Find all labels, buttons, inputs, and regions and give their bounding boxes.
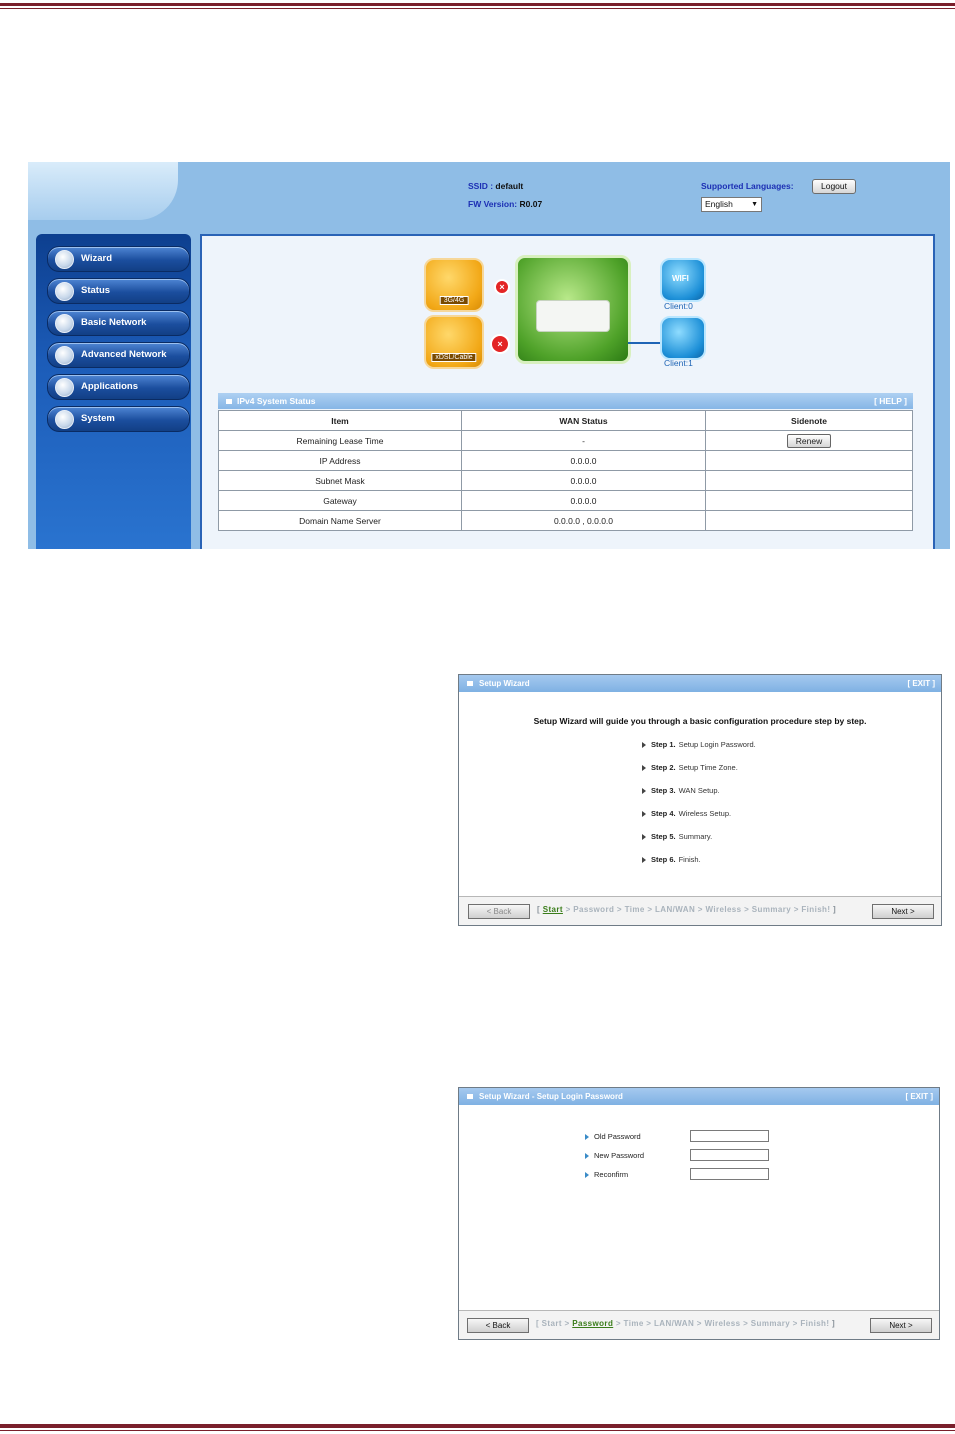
bullet-arrow-icon: [585, 1172, 589, 1178]
status-panel-header: [218, 393, 913, 409]
footer-rule-thin: [0, 1430, 955, 1431]
bullet-arrow-icon: [642, 765, 646, 771]
step-number: Step 3.: [651, 786, 676, 795]
menu-item-system[interactable]: [47, 406, 190, 432]
row-item: Gateway: [219, 491, 462, 511]
menu-item-wizard[interactable]: [47, 246, 190, 272]
wan-xdsl-caption: xDSL/Cable: [431, 353, 476, 362]
wizard-footer: [459, 1310, 939, 1339]
menu-label: Applications: [81, 381, 139, 392]
wifi-caption: WIFI: [672, 274, 689, 283]
breadcrumb-bracket: ]: [833, 905, 837, 914]
row-value: 0.0.0.0: [462, 471, 706, 491]
wizard-title: Setup Wizard - Setup Login Password: [479, 1092, 623, 1101]
ssid-label: SSID :: [468, 181, 494, 191]
back-button[interactable]: < Back: [467, 1318, 529, 1333]
help-link[interactable]: [ HELP ]: [874, 396, 907, 406]
disconnected-icon: ×: [490, 334, 510, 354]
step-number: Step 5.: [651, 832, 676, 841]
step-description: Wireless Setup.: [678, 809, 732, 818]
bullet-arrow-icon: [642, 834, 646, 840]
fw-label: FW Version:: [468, 199, 518, 209]
table-row: [219, 491, 913, 511]
row-item: Domain Name Server: [219, 511, 462, 531]
wizard-step: [642, 786, 720, 795]
globe-icon: [55, 314, 74, 333]
lan-client-icon: [660, 316, 706, 360]
bullet-arrow-icon: [642, 742, 646, 748]
row-note: [706, 451, 913, 471]
row-value: -: [462, 431, 706, 451]
row-item: Subnet Mask: [219, 471, 462, 491]
row-value: 0.0.0.0: [462, 491, 706, 511]
bullet-arrow-icon: [585, 1134, 589, 1140]
bullet-arrow-icon: [642, 811, 646, 817]
footer-rule-thick: [0, 1424, 955, 1428]
router-device-shape: [536, 300, 610, 332]
breadcrumb-steps: > Password > Time > LAN/WAN > Wireless > Summary > Finish!: [565, 905, 831, 914]
step-description: WAN Setup.: [678, 786, 720, 795]
row-note: [706, 471, 913, 491]
lan-link-line: [628, 342, 660, 344]
wand-icon: [55, 250, 74, 269]
wizard-breadcrumb: [536, 1319, 835, 1328]
brand-area: [28, 162, 178, 220]
new-password-label: New Password: [594, 1151, 645, 1160]
menu-label: Status: [81, 285, 111, 296]
fw-value: R0.07: [519, 199, 543, 209]
exit-link[interactable]: [ EXIT ]: [905, 1092, 933, 1101]
reconfirm-input[interactable]: [690, 1168, 769, 1180]
breadcrumb-steps: [ Start >: [536, 1319, 570, 1328]
step-description: Setup Login Password.: [678, 740, 756, 749]
apps-icon: [55, 378, 74, 397]
chevron-down-icon: ▼: [751, 201, 758, 208]
row-item: IP Address: [219, 451, 462, 471]
old-password-label: Old Password: [594, 1132, 641, 1141]
new-password-input[interactable]: [690, 1149, 769, 1161]
menu-label: Basic Network: [81, 317, 147, 328]
menu-item-status[interactable]: [47, 278, 190, 304]
reconfirm-row: [585, 1170, 628, 1179]
column-header: Sidenote: [706, 411, 913, 431]
wizard-step: [642, 809, 731, 818]
menu-item-advanced-network[interactable]: [47, 342, 190, 368]
setup-login-password-panel: [458, 1087, 940, 1340]
row-value: 0.0.0.0: [462, 451, 706, 471]
panel-icon: [467, 1094, 473, 1099]
router-icon: [515, 255, 631, 364]
fw-line: [468, 199, 542, 209]
row-note: [706, 511, 913, 531]
step-description: Setup Time Zone.: [678, 763, 738, 772]
logout-button[interactable]: Logout: [812, 179, 856, 194]
wizard-title-bar: [459, 675, 941, 692]
ssid-line: [468, 181, 523, 191]
back-button[interactable]: < Back: [468, 904, 530, 919]
row-value: 0.0.0.0 , 0.0.0.0: [462, 511, 706, 531]
bullet-arrow-icon: [642, 857, 646, 863]
old-password-input[interactable]: [690, 1130, 769, 1142]
tools-icon: [55, 346, 74, 365]
languages-label: Supported Languages:: [701, 181, 794, 191]
next-button[interactable]: Next >: [872, 904, 934, 919]
status-panel-title: IPv4 System Status: [237, 396, 316, 406]
column-header: WAN Status: [462, 411, 706, 431]
lan-client-count: Client:1: [664, 358, 693, 368]
wan-3g4g-icon: [424, 258, 484, 312]
wan-3g4g-caption: 3G/4G: [440, 296, 469, 305]
row-note: [706, 491, 913, 511]
wizard-step: [642, 855, 701, 864]
wizard-footer: [459, 896, 941, 925]
wifi-client-count: Client:0: [664, 301, 693, 311]
wizard-step: [642, 740, 756, 749]
router-status-screenshot: [28, 162, 950, 549]
bullet-arrow-icon: [642, 788, 646, 794]
table-header-row: [219, 411, 913, 431]
menu-item-basic-network[interactable]: [47, 310, 190, 336]
panel-icon: [467, 681, 473, 686]
wizard-breadcrumb: [537, 905, 836, 914]
disconnected-icon: ×: [494, 279, 510, 295]
wifi-client-icon: [660, 258, 706, 302]
menu-label: Advanced Network: [81, 349, 167, 360]
panel-icon: [226, 399, 232, 404]
table-row: [219, 451, 913, 471]
column-header: Item: [219, 411, 462, 431]
wizard-intro: Setup Wizard will guide you through a basic configuration procedure step by step.: [533, 716, 867, 726]
step-description: Finish.: [678, 855, 701, 864]
wizard-title-bar: [459, 1088, 939, 1105]
ssid-value: default: [495, 181, 524, 191]
old-password-row: [585, 1132, 641, 1141]
breadcrumb-current: Password: [572, 1319, 614, 1328]
status-table: [218, 410, 913, 531]
setup-wizard-panel: [458, 674, 942, 926]
step-description: Summary.: [678, 832, 713, 841]
wizard-step: [642, 832, 712, 841]
row-note: [706, 431, 913, 451]
table-row: [219, 511, 913, 531]
bullet-arrow-icon: [585, 1153, 589, 1159]
new-password-row: [585, 1151, 644, 1160]
header-rule-thin: [0, 8, 955, 9]
breadcrumb-bracket: ]: [832, 1319, 836, 1328]
menu-item-applications[interactable]: [47, 374, 190, 400]
language-selected: English: [705, 199, 733, 209]
header-rule-thick: [0, 3, 955, 6]
breadcrumb-bracket: [: [537, 905, 541, 914]
language-select[interactable]: [701, 197, 762, 212]
wizard-step: [642, 763, 738, 772]
breadcrumb-steps: > Time > LAN/WAN > Wireless > Summary > Finish!: [615, 1319, 830, 1328]
step-number: Step 2.: [651, 763, 676, 772]
step-number: Step 6.: [651, 855, 676, 864]
reconfirm-label: Reconfirm: [594, 1170, 629, 1179]
menu-label: Wizard: [81, 253, 113, 264]
table-row: [219, 431, 913, 451]
step-number: Step 4.: [651, 809, 676, 818]
next-button[interactable]: Next >: [870, 1318, 932, 1333]
menu-label: System: [81, 413, 115, 424]
wizard-title: Setup Wizard: [479, 679, 530, 688]
row-item: Remaining Lease Time: [219, 431, 462, 451]
wan-xdsl-icon: [424, 315, 484, 369]
table-row: [219, 471, 913, 491]
computer-icon: [55, 410, 74, 429]
breadcrumb-current: Start: [542, 905, 563, 914]
step-number: Step 1.: [651, 740, 676, 749]
renew-button[interactable]: Renew: [787, 434, 831, 448]
exit-link[interactable]: [ EXIT ]: [907, 679, 935, 688]
chart-icon: [55, 282, 74, 301]
